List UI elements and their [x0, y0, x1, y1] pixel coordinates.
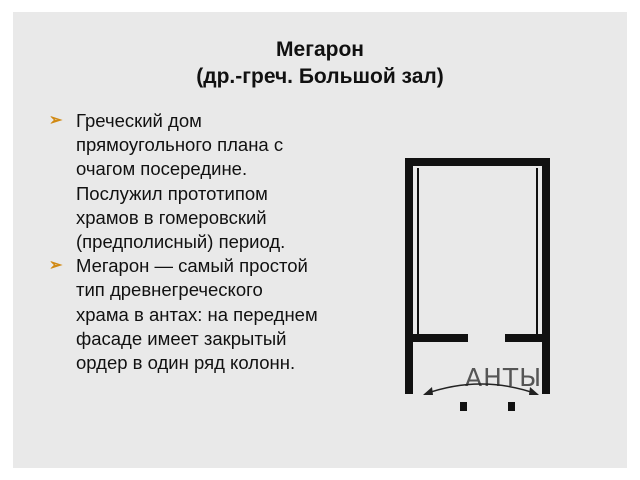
- left-wall: [405, 158, 413, 394]
- bullet-text: Греческий дом прямоугольного плана с очагом посередине. Послужил прототипом храмов в гомеровский (предполисный) период.: [76, 110, 286, 253]
- bullet-arrow-icon: ➢: [49, 257, 63, 275]
- inner-left-line: [417, 168, 419, 334]
- bullet-arrow-icon: ➢: [49, 112, 63, 129]
- anty-label: АНТЫ: [465, 363, 543, 392]
- front-wall-left: [413, 334, 468, 342]
- megaron-plan-diagram: [405, 158, 577, 420]
- back-wall: [405, 158, 550, 166]
- inner-right-line: [536, 168, 538, 334]
- bullet-item: [49, 254, 319, 375]
- arrow-left-head-icon: [423, 387, 433, 395]
- title-line-1: Мегарон: [276, 38, 364, 61]
- slide-title: [13, 36, 627, 90]
- slide: [13, 12, 627, 468]
- title-line-2: (др.-греч. Большой зал): [196, 65, 444, 88]
- bullet-item: [49, 109, 319, 254]
- right-wall: [542, 158, 550, 394]
- column: [508, 402, 515, 411]
- bullet-text: Мегарон — самый простой тип древнегреческого храма в антах: на переднем фасаде имеет закрытый ордер в один ряд колонн.: [76, 255, 318, 374]
- front-wall-right: [505, 334, 542, 342]
- column: [460, 402, 467, 411]
- bullet-list: [49, 109, 319, 375]
